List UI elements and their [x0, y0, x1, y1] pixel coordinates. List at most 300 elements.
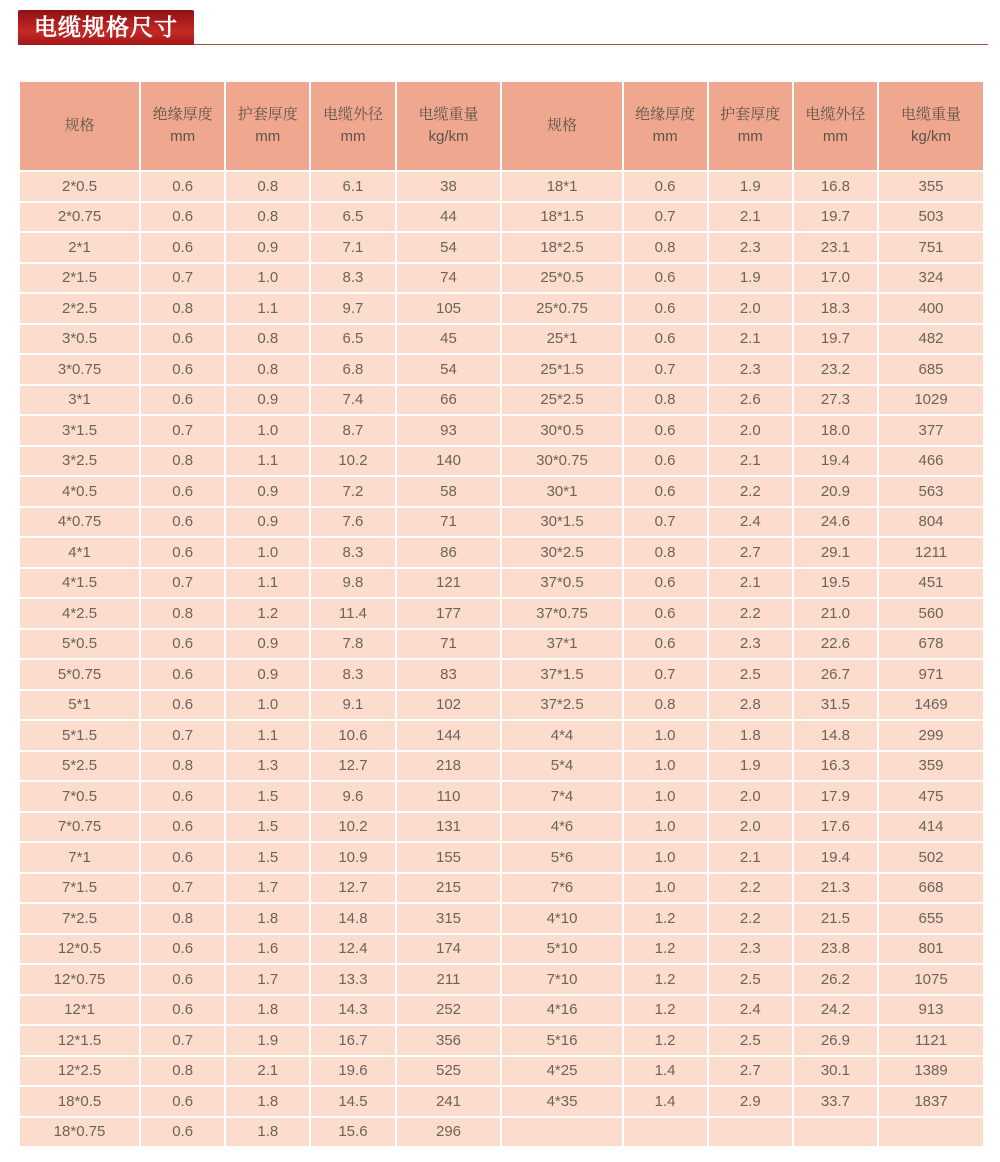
- weight-cell-left: 45: [397, 325, 501, 354]
- insulation-thickness-cell-left: 0.6: [141, 172, 224, 201]
- insulation-thickness-cell-left: 0.6: [141, 386, 224, 415]
- table-row: [20, 477, 983, 506]
- spec-cell-left: 5*1: [20, 691, 139, 720]
- spec-cell-right: 37*0.75: [502, 599, 621, 628]
- weight-cell-left: 315: [397, 904, 501, 933]
- sheath-thickness-cell-right: 2.0: [709, 813, 792, 842]
- weight-cell-right: 563: [879, 477, 983, 506]
- header-label: 电缆重量: [418, 106, 479, 124]
- insulation-thickness-cell-right: 1.0: [624, 752, 707, 781]
- outer-diameter-cell-left: 6.8: [311, 355, 394, 384]
- table-row: [20, 599, 983, 628]
- weight-cell-right: 655: [879, 904, 983, 933]
- outer-diameter-cell-right: 26.9: [794, 1026, 877, 1055]
- header-weight-right: [879, 82, 983, 170]
- outer-diameter-cell-right: 19.7: [794, 203, 877, 232]
- outer-diameter-cell-right: 19.7: [794, 325, 877, 354]
- outer-diameter-cell-right: 33.7: [794, 1087, 877, 1116]
- spec-cell-left: 12*0.75: [20, 965, 139, 994]
- insulation-thickness-cell-right: 1.0: [624, 813, 707, 842]
- spec-cell-right: 4*10: [502, 904, 621, 933]
- header-unit: mm: [255, 128, 281, 145]
- sheath-thickness-cell-left: 1.5: [226, 782, 309, 811]
- spec-cell-right: 37*2.5: [502, 691, 621, 720]
- spec-cell-left: 18*0.75: [20, 1118, 139, 1147]
- table-row: [20, 843, 983, 872]
- sheath-thickness-cell-right: 2.9: [709, 1087, 792, 1116]
- outer-diameter-cell-right: 17.0: [794, 264, 877, 293]
- spec-cell-right: 4*16: [502, 996, 621, 1025]
- spec-cell-right: 5*10: [502, 935, 621, 964]
- header-sheath-left: [226, 82, 309, 170]
- header-label: 电缆外径: [805, 106, 866, 124]
- weight-cell-right: 451: [879, 569, 983, 598]
- outer-diameter-cell-right: 19.5: [794, 569, 877, 598]
- insulation-thickness-cell-left: 0.7: [141, 1026, 224, 1055]
- spec-cell-right: 18*1.5: [502, 203, 621, 232]
- sheath-thickness-cell-right: 2.6: [709, 386, 792, 415]
- outer-diameter-cell-right: 26.2: [794, 965, 877, 994]
- outer-diameter-cell-right: 19.4: [794, 447, 877, 476]
- table-row: [20, 203, 983, 232]
- sheath-thickness-cell-right: 2.3: [709, 355, 792, 384]
- insulation-thickness-cell-right: 0.6: [624, 447, 707, 476]
- outer-diameter-cell-left: 6.5: [311, 325, 394, 354]
- outer-diameter-cell-left: 12.7: [311, 874, 394, 903]
- weight-cell-right: 1837: [879, 1087, 983, 1116]
- outer-diameter-cell-left: 9.7: [311, 294, 394, 323]
- spec-cell-right: 18*1: [502, 172, 621, 201]
- header-unit: mm: [737, 128, 763, 145]
- sheath-thickness-cell-right: 2.3: [709, 630, 792, 659]
- weight-cell-right: 1121: [879, 1026, 983, 1055]
- weight-cell-right: 560: [879, 599, 983, 628]
- outer-diameter-cell-left: 11.4: [311, 599, 394, 628]
- spec-cell-left: 3*1: [20, 386, 139, 415]
- spec-cell-right: [502, 1118, 621, 1147]
- sheath-thickness-cell-right: 1.9: [709, 264, 792, 293]
- outer-diameter-cell-left: 12.7: [311, 752, 394, 781]
- weight-cell-right: 482: [879, 325, 983, 354]
- weight-cell-right: 359: [879, 752, 983, 781]
- header-insulation-left: [141, 82, 224, 170]
- outer-diameter-cell-left: 9.6: [311, 782, 394, 811]
- weight-cell-left: 177: [397, 599, 501, 628]
- weight-cell-left: 140: [397, 447, 501, 476]
- weight-cell-left: 58: [397, 477, 501, 506]
- weight-cell-right: [879, 1118, 983, 1147]
- weight-cell-left: 83: [397, 660, 501, 689]
- sheath-thickness-cell-right: 2.4: [709, 508, 792, 537]
- spec-cell-left: 3*0.75: [20, 355, 139, 384]
- outer-diameter-cell-left: 8.3: [311, 660, 394, 689]
- sheath-thickness-cell-right: 2.1: [709, 447, 792, 476]
- weight-cell-left: 71: [397, 630, 501, 659]
- insulation-thickness-cell-right: 0.8: [624, 538, 707, 567]
- sheath-thickness-cell-right: 2.1: [709, 325, 792, 354]
- weight-cell-left: 74: [397, 264, 501, 293]
- outer-diameter-cell-right: 30.1: [794, 1057, 877, 1086]
- insulation-thickness-cell-left: 0.6: [141, 1118, 224, 1147]
- spec-cell-left: 2*1.5: [20, 264, 139, 293]
- spec-cell-left: 3*0.5: [20, 325, 139, 354]
- spec-cell-right: 30*1: [502, 477, 621, 506]
- spec-cell-right: 7*4: [502, 782, 621, 811]
- weight-cell-right: 414: [879, 813, 983, 842]
- spec-cell-right: 30*0.5: [502, 416, 621, 445]
- table-row: [20, 721, 983, 750]
- outer-diameter-cell-left: 10.6: [311, 721, 394, 750]
- weight-cell-right: 355: [879, 172, 983, 201]
- insulation-thickness-cell-right: 1.2: [624, 935, 707, 964]
- insulation-thickness-cell-left: 0.6: [141, 538, 224, 567]
- spec-cell-left: 2*0.5: [20, 172, 139, 201]
- table-row: [20, 264, 983, 293]
- outer-diameter-cell-left: 15.6: [311, 1118, 394, 1147]
- sheath-thickness-cell-left: 0.9: [226, 508, 309, 537]
- weight-cell-left: 356: [397, 1026, 501, 1055]
- weight-cell-right: 1029: [879, 386, 983, 415]
- outer-diameter-cell-left: 8.3: [311, 538, 394, 567]
- outer-diameter-cell-left: 12.4: [311, 935, 394, 964]
- weight-cell-left: 252: [397, 996, 501, 1025]
- outer-diameter-cell-right: 14.8: [794, 721, 877, 750]
- spec-cell-left: 7*0.75: [20, 813, 139, 842]
- outer-diameter-cell-right: 26.7: [794, 660, 877, 689]
- weight-cell-left: 211: [397, 965, 501, 994]
- outer-diameter-cell-left: 9.1: [311, 691, 394, 720]
- sheath-thickness-cell-right: 2.2: [709, 477, 792, 506]
- weight-cell-right: 503: [879, 203, 983, 232]
- header-insulation-right: [624, 82, 707, 170]
- sheath-thickness-cell-left: 0.9: [226, 233, 309, 262]
- sheath-thickness-cell-right: 2.3: [709, 233, 792, 262]
- sheath-thickness-cell-left: 1.9: [226, 1026, 309, 1055]
- sheath-thickness-cell-left: 0.8: [226, 355, 309, 384]
- insulation-thickness-cell-left: 0.6: [141, 508, 224, 537]
- weight-cell-left: 44: [397, 203, 501, 232]
- sheath-thickness-cell-left: 1.2: [226, 599, 309, 628]
- sheath-thickness-cell-right: 1.8: [709, 721, 792, 750]
- weight-cell-right: 685: [879, 355, 983, 384]
- weight-cell-left: 215: [397, 874, 501, 903]
- spec-cell-right: 30*1.5: [502, 508, 621, 537]
- sheath-thickness-cell-left: 1.8: [226, 1118, 309, 1147]
- outer-diameter-cell-left: 10.2: [311, 813, 394, 842]
- insulation-thickness-cell-left: 0.6: [141, 843, 224, 872]
- weight-cell-right: 475: [879, 782, 983, 811]
- spec-cell-right: 37*0.5: [502, 569, 621, 598]
- spec-cell-left: 5*0.5: [20, 630, 139, 659]
- weight-cell-left: 296: [397, 1118, 501, 1147]
- outer-diameter-cell-left: 6.5: [311, 203, 394, 232]
- table-row: [20, 325, 983, 354]
- spec-cell-left: 12*1: [20, 996, 139, 1025]
- sheath-thickness-cell-right: 2.8: [709, 691, 792, 720]
- insulation-thickness-cell-right: 1.0: [624, 874, 707, 903]
- insulation-thickness-cell-left: 0.6: [141, 630, 224, 659]
- table-row: [20, 447, 983, 476]
- table-row: [20, 355, 983, 384]
- weight-cell-right: 299: [879, 721, 983, 750]
- spec-cell-right: 4*25: [502, 1057, 621, 1086]
- table-row: [20, 935, 983, 964]
- table-row: [20, 782, 983, 811]
- insulation-thickness-cell-left: 0.8: [141, 904, 224, 933]
- outer-diameter-cell-left: 7.8: [311, 630, 394, 659]
- sheath-thickness-cell-left: 0.9: [226, 386, 309, 415]
- insulation-thickness-cell-left: 0.6: [141, 1087, 224, 1116]
- sheath-thickness-cell-left: 1.7: [226, 874, 309, 903]
- sheath-thickness-cell-left: 1.8: [226, 1087, 309, 1116]
- header-label: 电缆重量: [900, 106, 961, 124]
- weight-cell-left: 102: [397, 691, 501, 720]
- section-title-banner: [18, 10, 194, 45]
- spec-cell-right: 30*0.75: [502, 447, 621, 476]
- sheath-thickness-cell-right: 2.0: [709, 782, 792, 811]
- weight-cell-left: 218: [397, 752, 501, 781]
- outer-diameter-cell-left: 8.7: [311, 416, 394, 445]
- weight-cell-right: 324: [879, 264, 983, 293]
- table-row: [20, 630, 983, 659]
- weight-cell-left: 93: [397, 416, 501, 445]
- weight-cell-right: 971: [879, 660, 983, 689]
- insulation-thickness-cell-right: 0.6: [624, 569, 707, 598]
- spec-cell-right: 4*4: [502, 721, 621, 750]
- spec-cell-left: 12*2.5: [20, 1057, 139, 1086]
- outer-diameter-cell-right: 29.1: [794, 538, 877, 567]
- insulation-thickness-cell-left: 0.6: [141, 691, 224, 720]
- insulation-thickness-cell-right: 0.6: [624, 325, 707, 354]
- insulation-thickness-cell-right: 0.8: [624, 691, 707, 720]
- sheath-thickness-cell-right: 2.2: [709, 599, 792, 628]
- table-row: [20, 691, 983, 720]
- sheath-thickness-cell-right: 2.5: [709, 1026, 792, 1055]
- sheath-thickness-cell-left: 2.1: [226, 1057, 309, 1086]
- insulation-thickness-cell-right: 0.8: [624, 386, 707, 415]
- weight-cell-right: 400: [879, 294, 983, 323]
- spec-cell-left: 2*1: [20, 233, 139, 262]
- weight-cell-right: 678: [879, 630, 983, 659]
- insulation-thickness-cell-right: 0.6: [624, 477, 707, 506]
- outer-diameter-cell-left: 9.8: [311, 569, 394, 598]
- sheath-thickness-cell-left: 1.5: [226, 843, 309, 872]
- outer-diameter-cell-right: [794, 1118, 877, 1147]
- weight-cell-right: 751: [879, 233, 983, 262]
- insulation-thickness-cell-right: 0.7: [624, 508, 707, 537]
- outer-diameter-cell-right: 24.2: [794, 996, 877, 1025]
- header-label: 绝缘厚度: [635, 106, 696, 124]
- outer-diameter-cell-right: 16.8: [794, 172, 877, 201]
- header-spec-left: [20, 82, 139, 170]
- table-row: [20, 874, 983, 903]
- table-row: [20, 508, 983, 537]
- spec-cell-right: 30*2.5: [502, 538, 621, 567]
- sheath-thickness-cell-right: 2.1: [709, 203, 792, 232]
- insulation-thickness-cell-right: 1.0: [624, 721, 707, 750]
- page-title: 电缆规格尺寸: [34, 14, 178, 40]
- table-header-row: [20, 82, 983, 170]
- spec-cell-right: 5*6: [502, 843, 621, 872]
- insulation-thickness-cell-right: 1.2: [624, 965, 707, 994]
- header-label: 规格: [64, 117, 95, 135]
- weight-cell-right: 913: [879, 996, 983, 1025]
- sheath-thickness-cell-right: 2.7: [709, 538, 792, 567]
- outer-diameter-cell-right: 21.5: [794, 904, 877, 933]
- weight-cell-left: 54: [397, 355, 501, 384]
- sheath-thickness-cell-left: 1.6: [226, 935, 309, 964]
- outer-diameter-cell-left: 7.2: [311, 477, 394, 506]
- sheath-thickness-cell-right: [709, 1118, 792, 1147]
- table-row: [20, 1057, 983, 1086]
- weight-cell-right: 502: [879, 843, 983, 872]
- header-unit: kg/km: [910, 128, 951, 145]
- insulation-thickness-cell-left: 0.7: [141, 721, 224, 750]
- spec-cell-right: 25*0.75: [502, 294, 621, 323]
- outer-diameter-cell-right: 23.1: [794, 233, 877, 262]
- outer-diameter-cell-right: 16.3: [794, 752, 877, 781]
- outer-diameter-cell-right: 17.6: [794, 813, 877, 842]
- table-body: [20, 172, 983, 1146]
- outer-diameter-cell-left: 14.5: [311, 1087, 394, 1116]
- spec-cell-right: 4*35: [502, 1087, 621, 1116]
- sheath-thickness-cell-left: 0.8: [226, 203, 309, 232]
- outer-diameter-cell-right: 22.6: [794, 630, 877, 659]
- outer-diameter-cell-left: 6.1: [311, 172, 394, 201]
- sheath-thickness-cell-right: 2.1: [709, 843, 792, 872]
- sheath-thickness-cell-right: 2.7: [709, 1057, 792, 1086]
- weight-cell-left: 121: [397, 569, 501, 598]
- table-row: [20, 965, 983, 994]
- spec-cell-left: 4*1.5: [20, 569, 139, 598]
- weight-cell-left: 155: [397, 843, 501, 872]
- outer-diameter-cell-left: 7.1: [311, 233, 394, 262]
- weight-cell-left: 241: [397, 1087, 501, 1116]
- outer-diameter-cell-right: 24.6: [794, 508, 877, 537]
- header-label: 护套厚度: [720, 106, 781, 124]
- insulation-thickness-cell-left: 0.7: [141, 569, 224, 598]
- cable-spec-table: [18, 80, 985, 1148]
- weight-cell-right: 1469: [879, 691, 983, 720]
- sheath-thickness-cell-left: 1.5: [226, 813, 309, 842]
- header-unit: kg/km: [428, 128, 469, 145]
- header-unit: mm: [170, 128, 196, 145]
- insulation-thickness-cell-left: 0.7: [141, 416, 224, 445]
- spec-cell-right: 5*4: [502, 752, 621, 781]
- sheath-thickness-cell-right: 1.9: [709, 752, 792, 781]
- insulation-thickness-cell-right: 0.7: [624, 355, 707, 384]
- weight-cell-left: 86: [397, 538, 501, 567]
- sheath-thickness-cell-left: 1.1: [226, 447, 309, 476]
- outer-diameter-cell-left: 10.2: [311, 447, 394, 476]
- insulation-thickness-cell-left: 0.6: [141, 325, 224, 354]
- table-row: [20, 386, 983, 415]
- spec-cell-left: 4*0.75: [20, 508, 139, 537]
- insulation-thickness-cell-right: 0.6: [624, 294, 707, 323]
- outer-diameter-cell-right: 19.4: [794, 843, 877, 872]
- sheath-thickness-cell-left: 1.0: [226, 264, 309, 293]
- insulation-thickness-cell-right: 1.4: [624, 1087, 707, 1116]
- outer-diameter-cell-left: 13.3: [311, 965, 394, 994]
- table-row: [20, 996, 983, 1025]
- insulation-thickness-cell-left: 0.6: [141, 660, 224, 689]
- outer-diameter-cell-left: 8.3: [311, 264, 394, 293]
- spec-cell-left: 12*0.5: [20, 935, 139, 964]
- sheath-thickness-cell-left: 1.8: [226, 904, 309, 933]
- sheath-thickness-cell-left: 0.9: [226, 660, 309, 689]
- spec-cell-left: 4*1: [20, 538, 139, 567]
- weight-cell-right: 377: [879, 416, 983, 445]
- sheath-thickness-cell-right: 2.3: [709, 935, 792, 964]
- spec-cell-right: 37*1: [502, 630, 621, 659]
- outer-diameter-cell-left: 14.8: [311, 904, 394, 933]
- weight-cell-left: 54: [397, 233, 501, 262]
- insulation-thickness-cell-left: 0.6: [141, 935, 224, 964]
- insulation-thickness-cell-left: 0.6: [141, 355, 224, 384]
- table-row: [20, 1118, 983, 1147]
- header-unit: mm: [340, 128, 366, 145]
- table-row: [20, 752, 983, 781]
- sheath-thickness-cell-left: 1.1: [226, 721, 309, 750]
- weight-cell-left: 105: [397, 294, 501, 323]
- insulation-thickness-cell-left: 0.7: [141, 264, 224, 293]
- sheath-thickness-cell-left: 1.1: [226, 569, 309, 598]
- header-unit: mm: [652, 128, 678, 145]
- sheath-thickness-cell-right: 1.9: [709, 172, 792, 201]
- sheath-thickness-cell-right: 2.0: [709, 294, 792, 323]
- weight-cell-left: 144: [397, 721, 501, 750]
- spec-cell-right: 25*2.5: [502, 386, 621, 415]
- weight-cell-left: 131: [397, 813, 501, 842]
- sheath-thickness-cell-left: 0.9: [226, 630, 309, 659]
- insulation-thickness-cell-right: 1.2: [624, 1026, 707, 1055]
- header-diameter-right: [794, 82, 877, 170]
- outer-diameter-cell-right: 27.3: [794, 386, 877, 415]
- insulation-thickness-cell-right: 1.2: [624, 996, 707, 1025]
- weight-cell-left: 525: [397, 1057, 501, 1086]
- spec-cell-left: 3*2.5: [20, 447, 139, 476]
- spec-cell-left: 3*1.5: [20, 416, 139, 445]
- outer-diameter-cell-right: 23.8: [794, 935, 877, 964]
- insulation-thickness-cell-left: 0.7: [141, 874, 224, 903]
- sheath-thickness-cell-left: 0.9: [226, 477, 309, 506]
- outer-diameter-cell-left: 7.4: [311, 386, 394, 415]
- insulation-thickness-cell-right: 0.6: [624, 416, 707, 445]
- outer-diameter-cell-right: 18.0: [794, 416, 877, 445]
- table-row: [20, 172, 983, 201]
- sheath-thickness-cell-right: 2.2: [709, 874, 792, 903]
- table-row: [20, 538, 983, 567]
- sheath-thickness-cell-left: 1.3: [226, 752, 309, 781]
- insulation-thickness-cell-left: 0.6: [141, 233, 224, 262]
- insulation-thickness-cell-right: 1.0: [624, 782, 707, 811]
- spec-cell-left: 2*2.5: [20, 294, 139, 323]
- insulation-thickness-cell-right: 1.2: [624, 904, 707, 933]
- spec-cell-right: 25*1: [502, 325, 621, 354]
- sheath-thickness-cell-left: 0.8: [226, 325, 309, 354]
- insulation-thickness-cell-right: 0.8: [624, 233, 707, 262]
- sheath-thickness-cell-right: 2.5: [709, 660, 792, 689]
- weight-cell-right: 1389: [879, 1057, 983, 1086]
- insulation-thickness-cell-left: 0.6: [141, 996, 224, 1025]
- sheath-thickness-cell-right: 2.0: [709, 416, 792, 445]
- header-unit: mm: [822, 128, 848, 145]
- spec-cell-left: 7*1.5: [20, 874, 139, 903]
- spec-cell-left: 7*0.5: [20, 782, 139, 811]
- spec-cell-right: 18*2.5: [502, 233, 621, 262]
- weight-cell-left: 38: [397, 172, 501, 201]
- sheath-thickness-cell-left: 1.0: [226, 538, 309, 567]
